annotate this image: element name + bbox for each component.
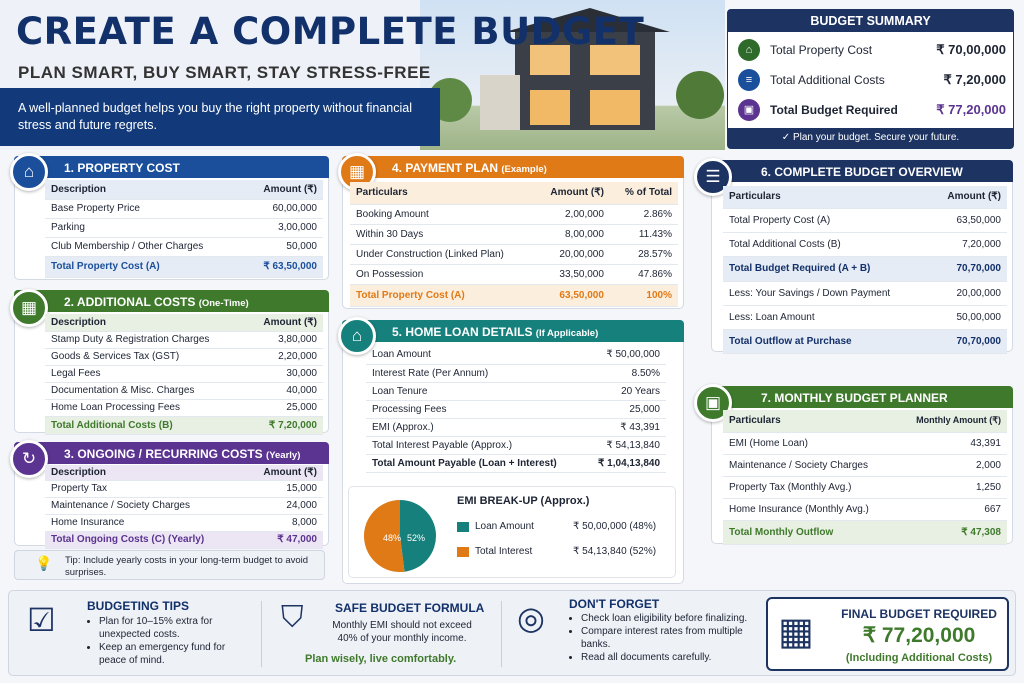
summary-title: BUDGET SUMMARY — [728, 10, 1013, 32]
budget-overview-header: 6. COMPLETE BUDGET OVERVIEW — [711, 160, 1013, 182]
table-row: Interest Rate (Per Annum) 8.50% — [366, 364, 666, 382]
formula-slogan: Plan wisely, live comfortably. — [305, 653, 457, 665]
table-row: Home Insurance (Monthly Avg.) 667 — [723, 498, 1007, 520]
home-loan-table — [366, 346, 666, 473]
table-row: Maintenance / Society Charges 24,000 — [45, 497, 323, 514]
property-cost-header: 1. PROPERTY COST — [14, 156, 329, 178]
table-row: Home Loan Processing Fees 25,000 — [45, 399, 323, 416]
monthly-planner-table: Particulars Monthly Amount (₹) EMI (Home Loan) 43,391 Maintenance / Society Charges 2,000 Property Tax (Monthly Avg.) 1,250 Home Insurance (Monthly Avg.) 667 Total Monthly Outflow ₹ 47,308 — [723, 410, 1007, 545]
house-icon: ⌂ — [10, 153, 48, 191]
calendar-icon: ▦ — [338, 153, 376, 191]
emi-breakup-box — [348, 486, 676, 578]
emi-pie-chart — [363, 499, 437, 573]
total-row: Total Outflow at Purchase 70,70,000 — [723, 329, 1007, 353]
forget-list: • Check loan eligibility before finalizing. • Compare interest rates from multiple banks. • Read all documents carefully. — [569, 612, 749, 664]
pie-label-interest: 52% — [407, 533, 426, 543]
total-row: Total Property Cost (A) 63,50,000 100% — [350, 284, 678, 306]
page-subtitle: PLAN SMART, BUY SMART, STAY STRESS-FREE — [18, 63, 431, 82]
forget-title: DON'T FORGET — [569, 597, 660, 611]
tip-box: 💡 Tip: Include yearly costs in your long-term budget to avoid surprises. — [14, 550, 325, 580]
table-row: Loan Amount ₹ 50,00,000 — [366, 346, 666, 364]
intro-text: A well-planned budget helps you buy the right property without financial stress and future regrets. — [18, 101, 413, 132]
wallet-icon: ▣ — [738, 99, 760, 121]
coins-icon: ≡ — [738, 69, 760, 91]
legend-value: ₹ 50,00,000 (48%) — [573, 521, 657, 532]
final-budget-box — [766, 597, 1009, 671]
home-icon: ⌂ — [738, 39, 760, 61]
page-title: CREATE A COMPLETE BUDGET — [16, 10, 645, 53]
ongoing-costs-table: Description Amount (₹) Property Tax 15,000 Maintenance / Society Charges 24,000 Home Insurance 8,000 Total Ongoing Costs (C) (Yearly) ₹ 47,000 — [45, 465, 323, 549]
table-row: Less: Your Savings / Down Payment 20,00,000 — [723, 281, 1007, 305]
calculator-icon: ▦ — [778, 611, 814, 653]
table-row: Legal Fees 30,000 — [45, 365, 323, 382]
table-row: Documentation & Misc. Charges 40,000 — [45, 382, 323, 399]
refresh-icon: ↻ — [10, 440, 48, 478]
table-row: Property Tax (Monthly Avg.) 1,250 — [723, 476, 1007, 498]
legend-swatch — [457, 522, 469, 532]
legend-value: ₹ 54,13,840 (52%) — [573, 546, 657, 557]
summary-footer: ✓ Plan your budget. Secure your future. — [728, 128, 1013, 148]
table-row: Booking Amount 2,00,000 2.86% — [350, 204, 678, 224]
final-title: FINAL BUDGET REQUIRED — [841, 607, 997, 621]
legend-swatch — [457, 547, 469, 557]
additional-costs-header: 2. ADDITIONAL COSTS (One-Time) — [14, 290, 329, 312]
legend-label: Loan Amount — [475, 521, 534, 532]
total-row: Total Additional Costs (B) ₹ 7,20,000 — [45, 416, 323, 434]
legend-label: Total Interest — [475, 546, 533, 557]
total-row: Total Monthly Outflow ₹ 47,308 — [723, 520, 1007, 544]
total-row: Total Budget Required (A + B) 70,70,000 — [723, 256, 1007, 281]
table-row: EMI (Approx.) ₹ 43,391 — [366, 418, 666, 436]
table-row: Total Interest Payable (Approx.) ₹ 54,13,840 — [366, 436, 666, 454]
table-row: Stamp Duty & Registration Charges 3,80,000 — [45, 331, 323, 348]
calculator-icon: ▦ — [10, 289, 48, 327]
monthly-planner-header: 7. MONTHLY BUDGET PLANNER — [711, 386, 1013, 408]
table-row: EMI (Home Loan) 43,391 — [723, 432, 1007, 454]
ongoing-costs-header: 3. ONGOING / RECURRING COSTS (Yearly) — [14, 442, 329, 464]
pie-label-loan: 48% — [383, 533, 402, 543]
table-row: Goods & Services Tax (GST) 2,20,000 — [45, 348, 323, 365]
total-row: Total Property Cost (A) ₹ 63,50,000 — [45, 256, 323, 277]
summary-row: ≡ Total Additional Costs ₹ 7,20,000 — [738, 67, 1006, 93]
formula-text: Monthly EMI should not exceed 40% of your monthly income. — [332, 620, 472, 644]
table-row: Processing Fees 25,000 — [366, 400, 666, 418]
table-row: Total Property Cost (A) 63,50,000 — [723, 208, 1007, 232]
table-row: Total Amount Payable (Loan + Interest) ₹ 1,04,13,840 — [366, 454, 666, 472]
table-row: Under Construction (Linked Plan) 20,00,000 28.57% — [350, 244, 678, 264]
property-cost-table: Description Amount (₹) Base Property Price 60,00,000 Parking 3,00,000 Club Membership / Other Charges 50,000 Total Property Cost (A) ₹ 63,50,000 — [45, 180, 323, 278]
summary-row: ▣ Total Budget Required ₹ 77,20,000 — [738, 97, 1006, 123]
table-row: Club Membership / Other Charges 50,000 — [45, 237, 323, 256]
table-row: Less: Loan Amount 50,00,000 — [723, 305, 1007, 329]
table-row: Total Additional Costs (B) 7,20,000 — [723, 232, 1007, 256]
payment-plan-header: 4. PAYMENT PLAN (Example) — [342, 156, 684, 178]
lightbulb-icon: 💡 — [35, 555, 53, 571]
final-note: (Including Additional Costs) — [845, 652, 993, 664]
payment-plan-table: Particulars Amount (₹) % of Total Booking Amount 2,00,000 2.86% Within 30 Days 8,00,000 11.43% Under Construction (Linked Plan) 20,00,000 28.57% On Possession 33,50,000 47.86% Total Property Cost (A) 63,50,000 100% — [350, 182, 678, 307]
table-row: Loan Tenure 20 Years — [366, 382, 666, 400]
table-row: Base Property Price 60,00,000 — [45, 199, 323, 218]
table-row: Maintenance / Society Charges 2,000 — [723, 454, 1007, 476]
wallet-icon: ▣ — [694, 384, 732, 422]
shield-check-icon: ⛉ — [281, 601, 304, 634]
budget-summary-card — [727, 9, 1014, 149]
table-row: Parking 3,00,000 — [45, 218, 323, 237]
bank-icon: ⌂ — [338, 317, 376, 355]
table-row: Property Tax 15,000 — [45, 480, 323, 497]
table-row: On Possession 33,50,000 47.86% — [350, 264, 678, 284]
emi-title: EMI BREAK-UP (Approx.) — [457, 495, 590, 507]
total-row: Total Ongoing Costs (C) (Yearly) ₹ 47,000 — [45, 531, 323, 548]
home-loan-header: 5. HOME LOAN DETAILS (If Applicable) — [342, 320, 684, 342]
document-icon: ☰ — [694, 158, 732, 196]
tips-title: BUDGETING TIPS — [87, 599, 190, 613]
table-row: Within 30 Days 8,00,000 11.43% — [350, 224, 678, 244]
checklist-icon: ☑ — [27, 602, 56, 638]
check-circle-icon: ✓ — [781, 132, 793, 143]
additional-costs-table: Description Amount (₹) Stamp Duty & Registration Charges 3,80,000 Goods & Services Tax (GST) 2,20,000 Legal Fees 30,000 Documentation & Misc. Charges 40,000 Home Loan Processing Fees 25,000 Total Additional Costs (B) ₹ 7,20,000 — [45, 314, 323, 435]
budget-overview-table: Particulars Amount (₹) Total Property Cost (A) 63,50,000 Total Additional Costs (B) 7,20,000 Total Budget Required (A + B) 70,70,000 Less: Your Savings / Down Payment 20,00,000 Less: Loan Amount 50,00,000 Total Outflow at Purchase 70,70,000 — [723, 186, 1007, 354]
formula-title: SAFE BUDGET FORMULA — [335, 601, 485, 615]
tips-list: • Plan for 10–15% extra for unexpected costs. • Keep an emergency fund for peace of mind. — [87, 615, 247, 667]
summary-row: ⌂ Total Property Cost ₹ 70,00,000 — [738, 37, 1006, 63]
final-value: ₹ 77,20,000 — [862, 624, 976, 647]
target-icon: ◎ — [517, 600, 545, 636]
table-row: Home Insurance 8,000 — [45, 514, 323, 531]
